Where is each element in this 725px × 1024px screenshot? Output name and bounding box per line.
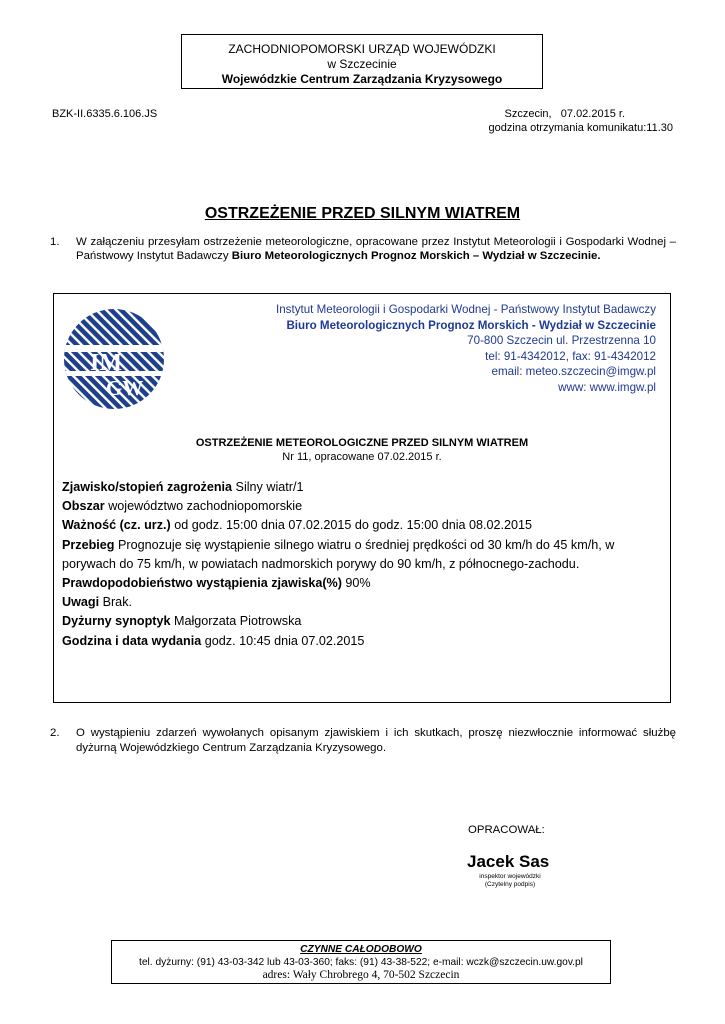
detail-forecaster: Dyżurny synoptyk Małgorzata Piotrowska <box>62 614 302 629</box>
institute-office: Biuro Meteorologicznych Prognoz Morskich - Wydział w Szczecinie <box>286 318 656 332</box>
institute-name: Instytut Meteorologii i Gospodarki Wodnej - Państwowy Instytut Badawczy <box>276 303 656 316</box>
office-center: Wojewódzkie Centrum Zarządzania Kryzysowego <box>221 72 503 86</box>
footer-address: adres: Wały Chrobrego 4, 70-502 Szczecin <box>262 969 460 981</box>
detail-notes: Uwagi Brak. <box>62 595 132 610</box>
detail-course: Przebieg Prognozuje się wystąpienie silnego wiatru o średniej prędkości od 30 km/h do 45 km/h, w porywach do 75 km/h, w powiatach nadmorskich porywy do 90 km/h, z północnego-zachodu. <box>62 537 615 571</box>
paragraph-2 <box>40 726 676 756</box>
detail-issued: Godzina i data wydania godz. 10:45 dnia 07.02.2015 <box>62 633 365 648</box>
imgw-logo-icon <box>62 307 166 411</box>
warning-heading <box>53 436 671 464</box>
svg-text:IM: IM <box>90 350 122 376</box>
prepared-by-label: OPRACOWAŁ: <box>468 824 545 836</box>
signatory-role: inspektor wojewódzki (Czytelny podpis) <box>479 873 541 888</box>
institute-email[interactable]: email: meteo.szczecin@imgw.pl <box>491 365 656 379</box>
office-name: ZACHODNIOPOMORSKI URZĄD WOJEWÓDZKI <box>228 42 496 56</box>
warning-details <box>62 478 662 651</box>
paragraph-1-number: 1. <box>50 236 60 248</box>
institute-website[interactable]: www: www.imgw.pl <box>558 380 656 394</box>
paragraph-1-text: W załączeniu przesyłam ostrzeżenie meteorologiczne, opracowane przez Instytut Meteorologii i Gospodarki Wodnej – Państwowy Instytut Badawczy <box>76 236 676 262</box>
document-reference: BZK-II.6335.6.106.JS <box>52 108 158 120</box>
paragraph-2-number: 2. <box>50 727 60 739</box>
place-date: Szczecin, 07.02.2015 r. <box>504 108 625 120</box>
svg-text:GW: GW <box>106 376 144 400</box>
institute-phone: tel: 91-4342012, fax: 91-4342012 <box>485 349 656 363</box>
warning-subtitle: Nr 11, opracowane 07.02.2015 r. <box>282 451 442 463</box>
footer-box <box>111 940 611 984</box>
detail-phenomenon: Zjawisko/stopień zagrożenia Silny wiatr/1 <box>62 480 304 494</box>
paragraph-2-text: O wystąpieniu zdarzeń wywołanych opisanym zjawiskiem i ich skutkach, proszę niezwłocznie informować służbę dyżurną Wojewódzkiego Centrum Zarządzania Kryzysowego. <box>76 727 676 754</box>
warning-title: OSTRZEŻENIE METEOROLOGICZNE PRZED SILNYM WIATREM <box>195 437 529 449</box>
received-time: godzina otrzymania komunikatu:11.30 <box>488 122 673 134</box>
office-header <box>181 34 543 89</box>
footer-contact: tel. dyżurny: (91) 43-03-342 lub 43-03-360; faks: (91) 43-38-522; e-mail: wczk@szczecin.uw.gov.pl <box>139 957 583 968</box>
paragraph-1 <box>40 235 676 263</box>
institute-address: 70-800 Szczecin ul. Przestrzenna 10 <box>467 334 656 348</box>
paragraph-1-bold: Biuro Meteorologicznych Prognoz Morskich – Wydział w Szczecinie. <box>231 250 601 262</box>
signatory-name: Jacek Sas <box>467 852 550 871</box>
institute-info <box>276 302 656 396</box>
detail-validity: Ważność (cz. urz.) od godz. 15:00 dnia 07.02.2015 do godz. 15:00 dnia 08.02.2015 <box>62 518 533 533</box>
detail-area: Obszar województwo zachodniopomorskie <box>62 499 303 514</box>
office-city: w Szczecinie <box>327 57 397 71</box>
footer-heading: CZYNNE CAŁODOBOWO <box>300 944 422 955</box>
detail-probability: Prawdopodobieństwo wystąpienia zjawiska(%) 90% <box>62 576 371 591</box>
page-title: OSTRZEŻENIE PRZED SILNYM WIATREM <box>204 205 521 222</box>
